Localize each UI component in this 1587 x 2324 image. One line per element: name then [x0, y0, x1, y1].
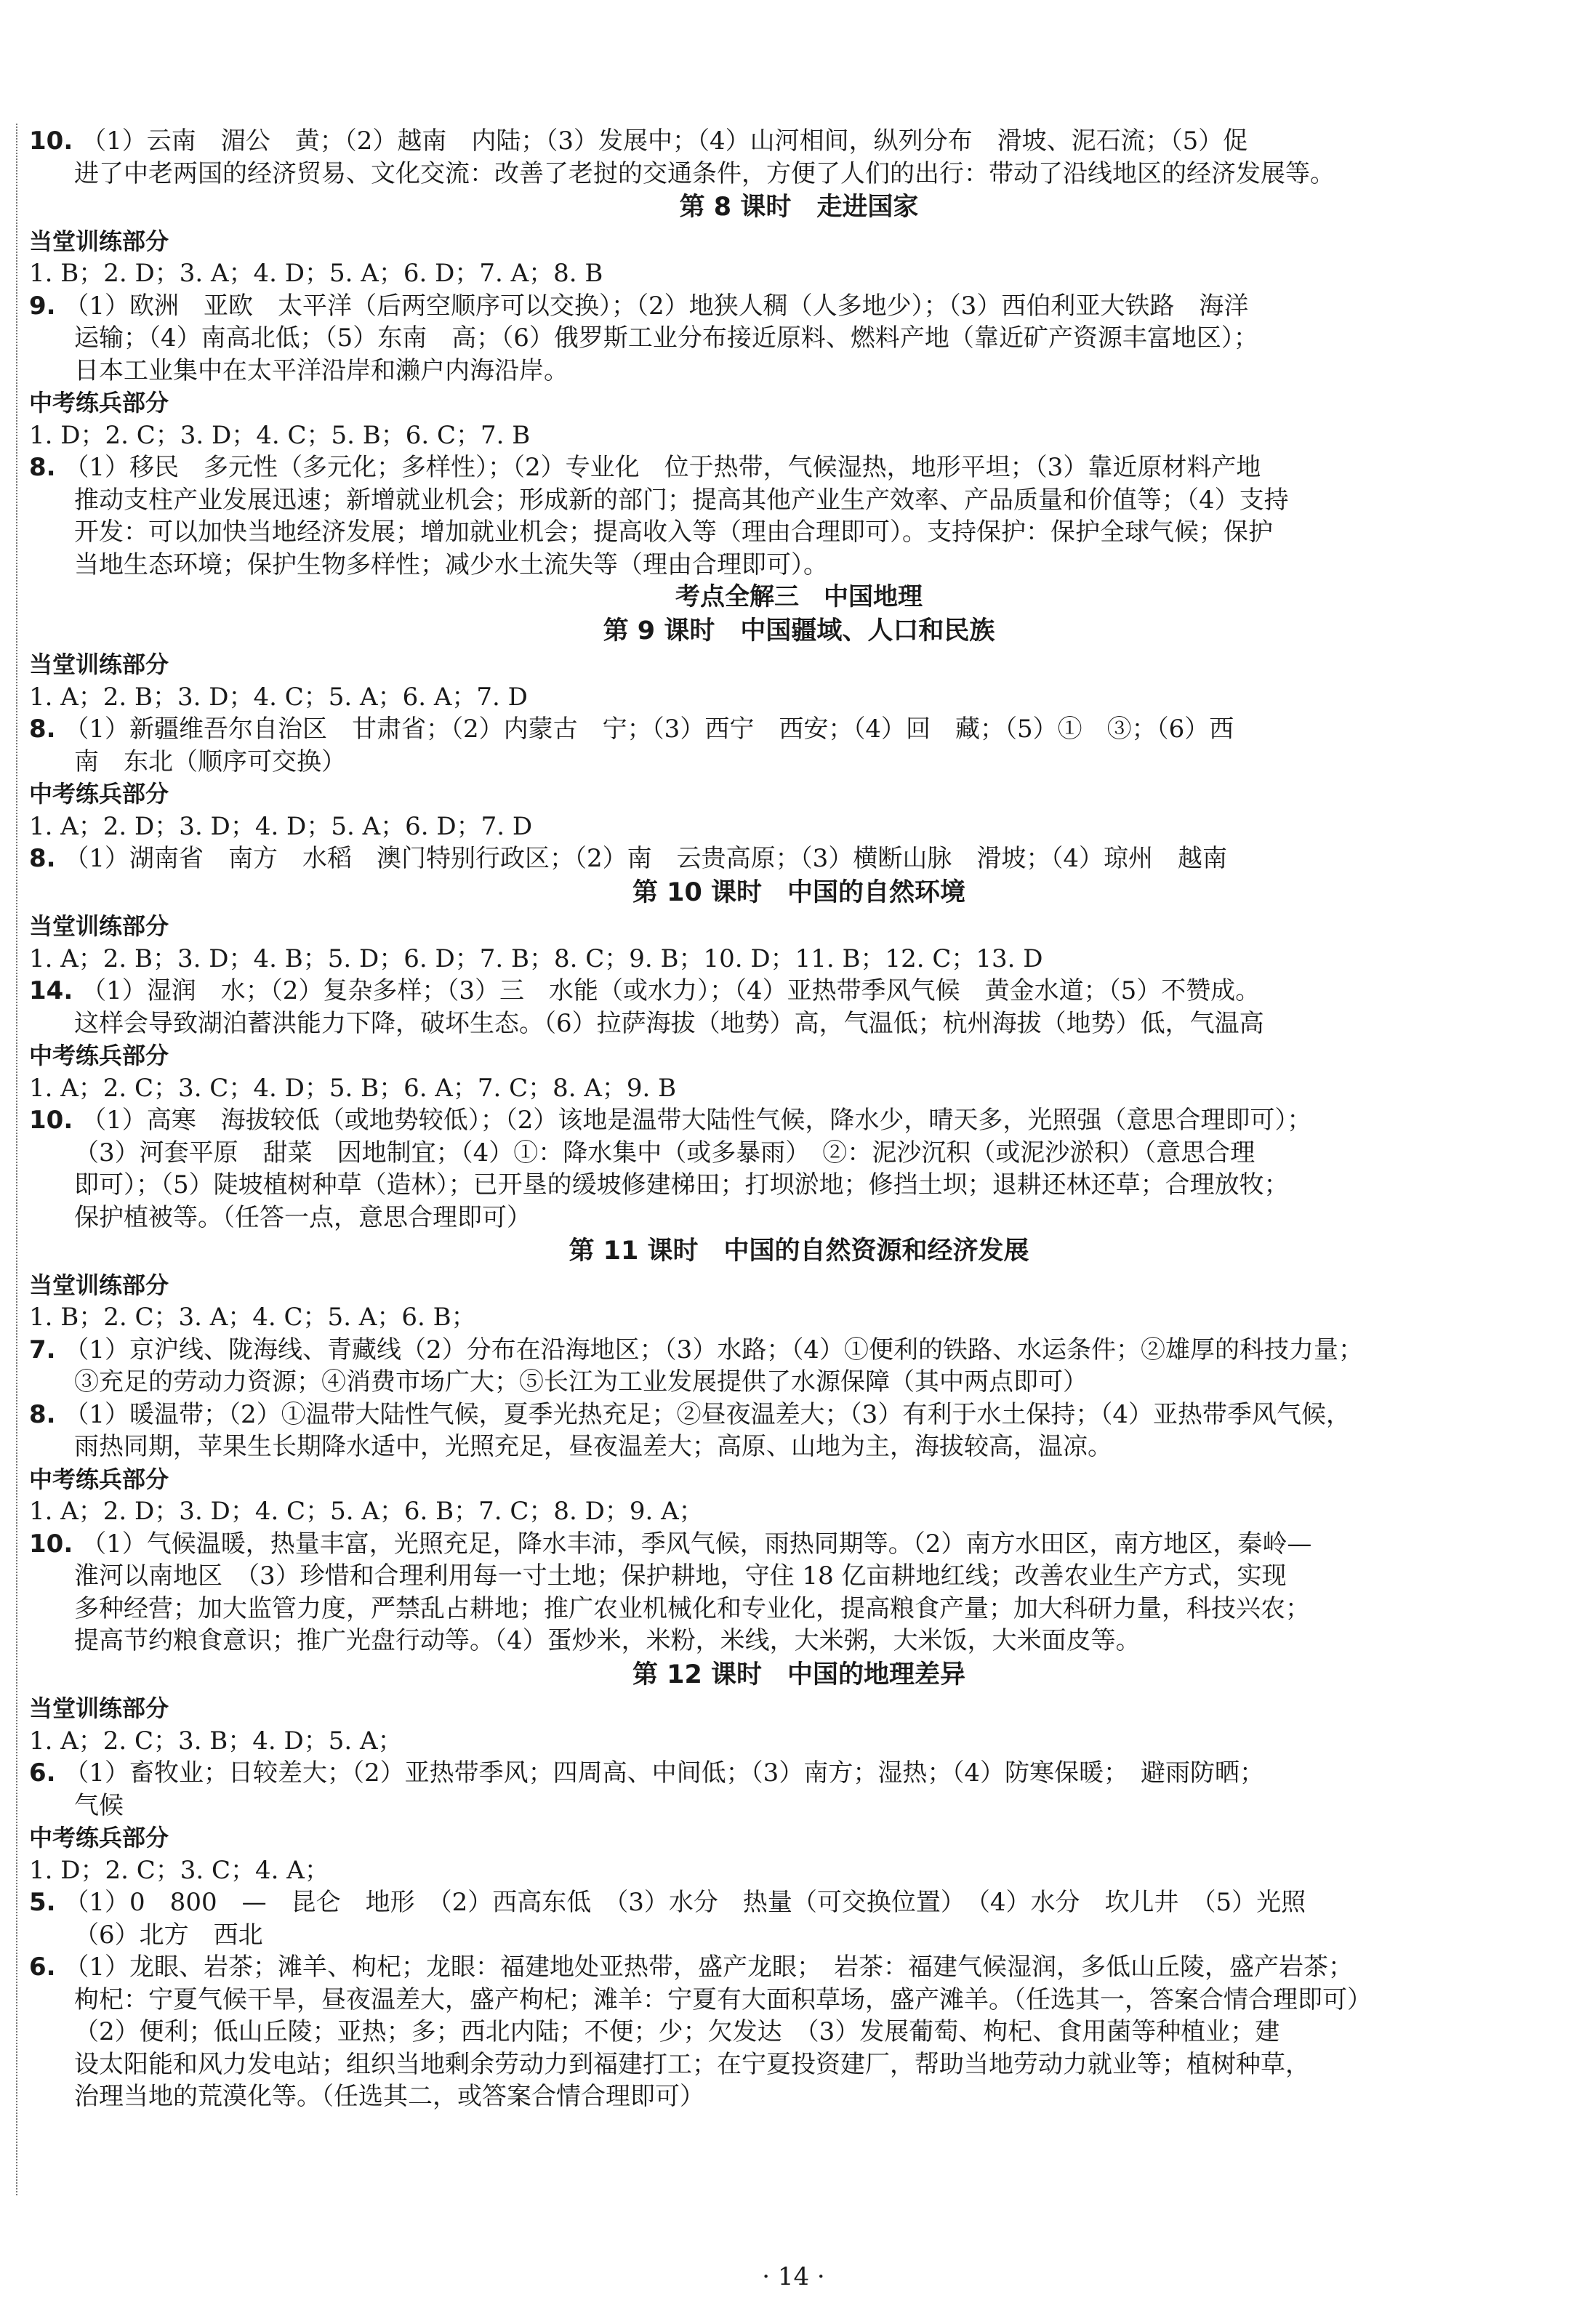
answer-line	[29, 1495, 1569, 1528]
answer-continuation: 气候	[74, 1790, 124, 1820]
lesson-heading: 第 8 课时 走进国家	[679, 193, 919, 222]
answer-text: （1）畜牧业；日较差大；（2）亚热带季风；四周高、中间低；（3）南方；湿热；（4）防寒保暖； 避雨防晒；	[64, 1758, 1264, 1788]
answer-line	[29, 1334, 1569, 1367]
section-heading: 中考练兵部分	[29, 389, 169, 417]
answer-line	[29, 1104, 1569, 1137]
answer-continuation: 治理当地的荒漠化等。（任选其二，或答案合情合理即可）	[74, 2082, 704, 2111]
answer-line	[29, 975, 1569, 1008]
answer-line	[29, 290, 1569, 323]
question-number: 14.	[29, 976, 82, 1005]
answer-text: （1）湿润 水；（2）复杂多样；（3）三 水能（或水力）；（4）亚热带季风气候 黄金水道；（5）不赞成。	[81, 976, 1261, 1005]
unit-heading: 考点全解三 中国地理	[675, 582, 923, 611]
section-heading: 当堂训练部分	[29, 651, 169, 678]
question-number: 8.	[29, 844, 65, 873]
answer-continuation: 雨热同期，苹果生长期降水适中，光照充足，昼夜温差大；高原、山地为主，海拔较高，温凉。	[74, 1432, 1112, 1461]
section-heading: 当堂训练部分	[29, 1271, 169, 1299]
answer-text: 1. A；2. C；3. C；4. D；5. B；6. A；7. C；8. A；9. B	[29, 1073, 677, 1103]
section-heading: 中考练兵部分	[29, 1465, 169, 1493]
answer-continuation: 当地生态环境；保护生物多样性；减少水土流失等（理由合理即可）。	[74, 550, 828, 579]
answer-line	[29, 1301, 1569, 1334]
answer-text: （1）京沪线、陇海线、青藏线（2）分布在沿海地区；（3）水路；（4）①便利的铁路、水运条件；②雄厚的科技力量；	[64, 1335, 1363, 1364]
answer-text: 1. A；2. B；3. D；4. B；5. D；6. D；7. B；8. C；9. B；10. D；11. B；12. C；13. D	[29, 944, 1043, 973]
answer-text: 1. B；2. D；3. A；4. D；5. A；6. D；7. A；8. B	[29, 259, 603, 288]
answer-line	[29, 843, 1569, 875]
answer-line	[29, 1854, 1569, 1887]
answer-line	[29, 451, 1569, 484]
answer-continuation: 进了中老两国的经济贸易、文化交流：改善了老挝的交通条件，方便了人们的出行：带动了沿线地区的经济发展等。	[74, 158, 1335, 188]
answer-line	[29, 1725, 1569, 1758]
answer-continuation: 即可）；（5）陡坡植树种草（造林）；已开垦的缓坡修建梯田；打坝淤地；修挡土坝；退耕还林还草；合理放牧；	[74, 1170, 1289, 1199]
answer-text: （1）移民 多元性（多元化；多样性）；（2）专业化 位于热带，气候湿热，地形平坦；（3）靠近原材料产地	[64, 453, 1261, 482]
section-heading: 中考练兵部分	[29, 1824, 169, 1851]
question-number: 10.	[29, 126, 82, 156]
section-heading: 中考练兵部分	[29, 780, 169, 808]
answer-continuation: （2）便利；低山丘陵；亚热；多；西北内陆；不便；少；欠发达 （3）发展葡萄、枸杞、食用菌等种植业；建	[74, 2017, 1280, 2046]
answer-line	[29, 811, 1569, 843]
answer-text: 1. A；2. C；3. B；4. D；5. A；	[29, 1726, 403, 1756]
answer-continuation: （3）河套平原 甜菜 因地制宜；（4）①：降水集中（或多暴雨） ②：泥沙沉积（或泥沙淤积）（意思合理	[74, 1138, 1255, 1167]
answer-continuation: 日本工业集中在太平洋沿岸和濑户内海沿岸。	[74, 355, 568, 385]
answer-content	[29, 125, 1569, 2113]
answer-text: 1. A；2. B；3. D；4. C；5. A；6. A；7. D	[29, 682, 528, 712]
answer-continuation: ③充足的劳动力资源；④消费市场广大；⑤长江为工业发展提供了水源保障（其中两点即可）	[74, 1367, 1088, 1396]
question-number: 8.	[29, 715, 65, 744]
answer-continuation: 提高节约粮食意识；推广光盘行动等。（4）蛋炒米，米粉，米线，大米粥，大米饭，大米面皮等。	[74, 1626, 1141, 1655]
answer-line	[29, 419, 1569, 452]
answer-continuation: 淮河以南地区 （3）珍惜和合理利用每一寸土地；保护耕地，守住 18 亿亩耕地红线；改善农业生产方式，实现	[74, 1561, 1287, 1591]
lesson-heading: 第 10 课时 中国的自然环境	[632, 877, 966, 907]
answer-continuation: 枸杞：宁夏气候干旱，昼夜温差大，盛产枸杞；滩羊：宁夏有大面积草场，盛产滩羊。（任选其一，答案合情合理即可）	[74, 1985, 1372, 2014]
answer-text: 1. D；2. C；3. D；4. C；5. B；6. C；7. B	[29, 420, 531, 450]
answer-text: （1）龙眼、岩茶；滩羊、枸杞；龙眼：福建地处亚热带，盛产龙眼； 岩茶：福建气候湿润，多低山丘陵，盛产岩茶；	[64, 1953, 1354, 1982]
answer-line	[29, 1528, 1569, 1561]
answer-continuation: 保护植被等。（任答一点，意思合理即可）	[74, 1202, 531, 1232]
question-number: 10.	[29, 1529, 82, 1559]
section-heading: 当堂训练部分	[29, 1694, 169, 1722]
answer-text: 1. D；2. C；3. C；4. A；	[29, 1855, 329, 1885]
margin-dotted-rule	[16, 124, 17, 2195]
answer-line	[29, 943, 1569, 976]
answer-continuation: （6）北方 西北	[74, 1920, 263, 1950]
answer-line	[29, 1757, 1569, 1790]
answer-text: 1. A；2. D；3. D；4. C；5. A；6. B；7. C；8. D；9. A；	[29, 1497, 704, 1526]
answer-text: （1）气候温暖，热量丰富，光照充足，降水丰沛，季风气候，雨热同期等。（2）南方水田区，南方地区，秦岭—	[81, 1529, 1312, 1559]
lesson-heading: 第 9 课时 中国疆域、人口和民族	[603, 616, 995, 646]
section-heading: 当堂训练部分	[29, 912, 169, 940]
answer-continuation: 南 东北（顺序可交换）	[74, 747, 346, 776]
question-number: 6.	[29, 1758, 65, 1788]
answer-continuation: 开发：可以加快当地经济发展；增加就业机会；提高收入等（理由合理即可）。支持保护：保护全球气候；保护	[74, 518, 1273, 547]
answer-text: （1）云南 湄公 黄；（2）越南 内陆；（3）发展中；（4）山河相间，纵列分布 滑坡、泥石流；（5）促	[81, 126, 1248, 156]
answer-text: （1）0 800 — 昆仑 地形 （2）西高东低 （3）水分 热量（可交换位置） （4）水分 坎儿井 （5）光照	[64, 1888, 1306, 1917]
answer-line	[29, 257, 1569, 290]
answer-text: （1）湖南省 南方 水稻 澳门特别行政区；（2）南 云贵高原；（3）横断山脉 滑坡；（4）琼州 越南	[64, 844, 1227, 873]
answer-line	[29, 125, 1569, 158]
question-number: 7.	[29, 1335, 65, 1364]
answer-line	[29, 1072, 1569, 1105]
section-heading: 中考练兵部分	[29, 1042, 169, 1069]
answer-continuation: 这样会导致湖泊蓄洪能力下降，破坏生态。（6）拉萨海拔（地势）高，气温低；杭州海拔（地势）低，气温高	[74, 1008, 1264, 1038]
lesson-heading: 第 11 课时 中国的自然资源和经济发展	[568, 1237, 1029, 1266]
question-number: 6.	[29, 1953, 65, 1982]
page-number: · 14 ·	[762, 2262, 825, 2291]
answer-text: （1）暖温带；（2）①温带大陆性气候，夏季光热充足；②昼夜温差大；（3）有利于水土保持；（4）亚热带季风气候，	[64, 1399, 1351, 1429]
answer-line	[29, 1886, 1569, 1919]
answer-continuation: 设太阳能和风力发电站；组织当地剩余劳动力到福建打工；在宁夏投资建厂，帮助当地劳动力就业等；植树种草，	[74, 2049, 1310, 2079]
answer-line	[29, 1399, 1569, 1431]
question-number: 10.	[29, 1106, 82, 1135]
answer-continuation: 推动支柱产业发展迅速；新增就业机会；形成新的部门；提高其他产业生产效率、产品质量和价值等；（4）支持	[74, 485, 1289, 515]
answer-text: （1）欧洲 亚欧 太平洋（后两空顺序可以交换）；（2）地狭人稠（人多地少）；（3）西伯利亚大铁路 海洋	[64, 291, 1249, 321]
answer-line	[29, 681, 1569, 714]
answer-line	[29, 713, 1569, 746]
question-number: 8.	[29, 1399, 65, 1429]
question-number: 9.	[29, 291, 65, 321]
answer-continuation: 运输；（4）南高北低；（5）东南 高；（6）俄罗斯工业分布接近原料、燃料产地（靠近矿产资源丰富地区）；	[74, 323, 1258, 353]
answer-line	[29, 1951, 1569, 1984]
question-number: 5.	[29, 1888, 65, 1917]
answer-text: （1）高寒 海拔较低（或地势较低）；（2）该地是温带大陆性气候，降水少，晴天多，光照强（意思合理即可）；	[81, 1106, 1312, 1135]
answer-text: 1. B；2. C；3. A；4. C；5. A；6. B；	[29, 1303, 476, 1332]
lesson-heading: 第 12 课时 中国的地理差异	[632, 1660, 966, 1689]
question-number: 8.	[29, 453, 65, 482]
answer-text: 1. A；2. D；3. D；4. D；5. A；6. D；7. D	[29, 811, 533, 841]
answer-text: （1）新疆维吾尔自治区 甘肃省；（2）内蒙古 宁；（3）西宁 西安；（4）回 藏；（5）① ③；（6）西	[64, 715, 1234, 744]
answer-continuation: 多种经营；加大监管力度，严禁乱占耕地；推广农业机械化和专业化，提高粮食产量；加大科研力量，科技兴农；	[74, 1593, 1310, 1623]
section-heading: 当堂训练部分	[29, 227, 169, 255]
